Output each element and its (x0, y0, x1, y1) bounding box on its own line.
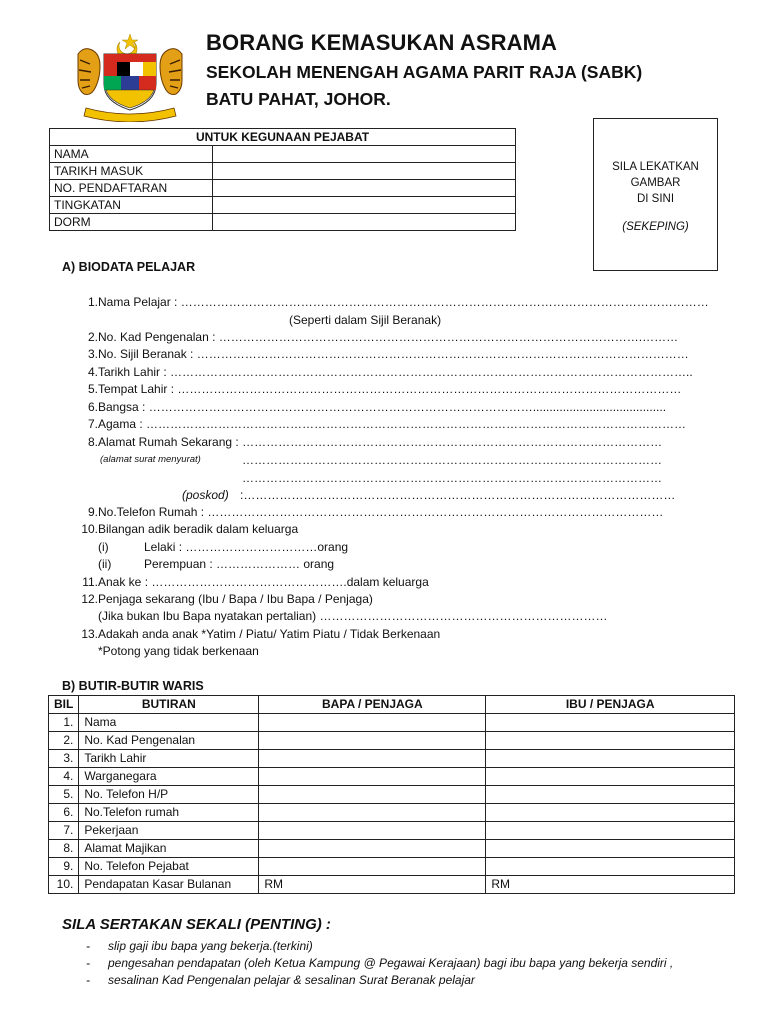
office-row-label: NAMA (50, 146, 213, 163)
row-label: Nama (79, 714, 259, 732)
attachment-text: slip gaji ibu bapa yang bekerja.(terkini) (108, 939, 313, 953)
row-label: No. Kad Pengenalan (79, 732, 259, 750)
row-label: Alamat Majikan (79, 840, 259, 858)
row-label: No. Telefon H/P (79, 786, 259, 804)
biodata-item[interactable] (62, 434, 662, 451)
table-header-row (49, 696, 735, 714)
table-row (49, 804, 735, 822)
bapa-cell[interactable] (259, 714, 486, 732)
row-label: Pendapatan Kasar Bulanan (79, 876, 259, 894)
item-text: Agama : ……………………………………………………………………………………………………………………… (98, 417, 687, 431)
item-text: *Potong yang tidak berkenaan (98, 644, 259, 658)
row-number: 4. (49, 768, 79, 786)
item-text: Adakah anda anak *Yatim / Piatu/ Yatim Piatu / Tidak Berkenaan (98, 627, 441, 641)
sub-item[interactable] (144, 556, 334, 573)
section-a-heading: A) BIODATA PELAJAR (62, 260, 196, 274)
item-number: 2. (87, 330, 98, 344)
attachment-item (86, 955, 673, 972)
item-text: Bangsa : ……………………………………………………………………………………........................................ (98, 400, 667, 414)
attachment-text: pengesahan pendapatan (oleh Ketua Kampung @ Pegawai Kerajaan) bagi ibu bapa yang bekerja sendiri , (108, 956, 674, 970)
biodata-item[interactable] (62, 294, 709, 311)
item-text: Perempuan : ………………… orang (144, 557, 335, 571)
column-header: BUTIRAN (79, 696, 259, 714)
photo-note: (SEKEPING) (622, 221, 689, 233)
ibu-cell[interactable] (486, 714, 735, 732)
bullet-dash: - (86, 973, 90, 987)
office-row-value[interactable] (213, 146, 516, 163)
sub-item[interactable] (144, 539, 348, 556)
row-label: No.Telefon rumah (79, 804, 259, 822)
column-header: IBU / PENJAGA (486, 696, 735, 714)
item-text: No. Kad Pengenalan : …………………………………………………………………………………………….……… (98, 330, 679, 344)
photo-line: GAMBAR (630, 177, 681, 189)
guardian-table (48, 695, 735, 894)
office-row-value[interactable] (213, 214, 516, 231)
item-text: Bilangan adik beradik dalam keluarga (98, 522, 299, 536)
biodata-item[interactable] (62, 381, 681, 398)
ibu-cell[interactable] (486, 840, 735, 858)
attachment-text: sesalinan Kad Pengenalan pelajar & sesalinan Surat Beranak pelajar (108, 973, 475, 987)
sub-item-marker (98, 539, 109, 556)
office-row-label: NO. PENDAFTARAN (50, 180, 213, 197)
item-number: 11. (82, 575, 98, 589)
biodata-item[interactable] (62, 329, 678, 346)
photo-box (593, 118, 718, 271)
address-line[interactable] (242, 470, 662, 487)
bapa-cell[interactable] (259, 732, 486, 750)
biodata-subline[interactable] (98, 608, 607, 625)
item-text: No. Sijil Beranak : …………………………………………………………………………………………………………… (98, 347, 689, 361)
bullet-dash: - (86, 939, 90, 953)
row-number: 6. (49, 804, 79, 822)
item-text: Lelaki : ……………………………orang (144, 540, 349, 554)
bapa-cell[interactable]: RM (259, 876, 486, 894)
bapa-cell[interactable] (259, 750, 486, 768)
bapa-cell[interactable] (259, 822, 486, 840)
bullet-dash: - (86, 956, 90, 970)
biodata-note (289, 312, 441, 329)
office-use-table (49, 128, 516, 231)
ibu-cell[interactable] (486, 732, 735, 750)
item-text: …………………………………………………………………………………………… (242, 453, 662, 467)
attachment-item (86, 938, 673, 955)
school-location: BATU PAHAT, JOHOR. (206, 89, 391, 109)
ibu-cell[interactable]: RM (486, 876, 735, 894)
item-number: 5. (87, 382, 98, 396)
biodata-item[interactable] (62, 364, 693, 381)
item-number: 7. (87, 417, 98, 431)
table-row (49, 786, 735, 804)
biodata-item (62, 591, 373, 608)
row-number: 1. (49, 714, 79, 732)
item-number: 3. (87, 347, 98, 361)
biodata-item (62, 626, 440, 643)
office-row-value[interactable] (213, 180, 516, 197)
form-title: BORANG KEMASUKAN ASRAMA (206, 30, 558, 55)
item-number: 1. (87, 295, 98, 309)
ibu-cell[interactable] (486, 804, 735, 822)
item-text: (ii) (98, 557, 112, 571)
ibu-cell[interactable] (486, 750, 735, 768)
bapa-cell[interactable] (259, 858, 486, 876)
item-text: (alamat surat menyurat) (100, 454, 201, 465)
item-text: (poskod) (182, 488, 229, 502)
biodata-item[interactable] (62, 574, 429, 591)
table-row (49, 732, 735, 750)
bapa-cell[interactable] (259, 840, 486, 858)
attachments-list (86, 938, 673, 989)
office-row-label: TARIKH MASUK (50, 163, 213, 180)
item-number: 13. (81, 627, 98, 641)
item-number: 9. (87, 505, 98, 519)
photo-line: SILA LEKATKAN (612, 161, 699, 173)
item-text: Tarikh Lahir : ………………………………………………………………………………………………………………….. (98, 365, 693, 379)
biodata-item[interactable] (62, 399, 666, 416)
postcode-label (182, 487, 229, 504)
office-row-value[interactable] (213, 197, 516, 214)
ibu-cell[interactable] (486, 786, 735, 804)
bapa-cell[interactable] (259, 786, 486, 804)
attachment-item (86, 972, 673, 989)
item-text: No.Telefon Rumah : …………………………………………………………………………………………………… (98, 505, 664, 519)
item-text: …………………………………………………………………………………………… (242, 471, 662, 485)
row-label: Pekerjaan (79, 822, 259, 840)
bapa-cell[interactable] (259, 804, 486, 822)
attachments-heading: SILA SERTAKAN SEKALI (PENTING) : (62, 916, 331, 933)
section-b-heading: B) BUTIR-BUTIR WARIS (62, 679, 204, 693)
table-row (49, 822, 735, 840)
item-text: (i) (98, 540, 109, 554)
table-row (49, 840, 735, 858)
item-number: 8. (87, 435, 98, 449)
row-number: 5. (49, 786, 79, 804)
row-number: 10. (49, 876, 79, 894)
column-header: BIL (49, 696, 79, 714)
address-line[interactable] (242, 452, 662, 469)
office-row-label: DORM (50, 214, 213, 231)
ibu-cell[interactable] (486, 858, 735, 876)
office-use-heading: UNTUK KEGUNAAN PEJABAT (50, 129, 516, 146)
row-label: No. Telefon Pejabat (79, 858, 259, 876)
row-label: Tarikh Lahir (79, 750, 259, 768)
item-text: Anak ke : ………………………………………….dalam keluarga (98, 575, 429, 589)
table-row (49, 858, 735, 876)
biodata-subline (98, 643, 259, 660)
table-row (49, 876, 735, 894)
row-number: 2. (49, 732, 79, 750)
biodata-item[interactable] (62, 416, 686, 433)
item-number: 4. (87, 365, 98, 379)
ibu-cell[interactable] (486, 822, 735, 840)
row-number: 9. (49, 858, 79, 876)
table-row (49, 714, 735, 732)
biodata-item[interactable] (62, 346, 689, 363)
office-row-value[interactable] (213, 163, 516, 180)
school-name: SEKOLAH MENENGAH AGAMA PARIT RAJA (SABK) (206, 62, 643, 82)
row-number: 3. (49, 750, 79, 768)
biodata-item[interactable] (62, 504, 663, 521)
sub-item-marker (98, 556, 111, 573)
item-text: Nama Pelajar : …………………………………………………………………………………………………………………… (98, 295, 709, 309)
item-number: 6. (87, 400, 98, 414)
item-number: 12. (81, 592, 98, 606)
item-number: 10. (81, 522, 98, 536)
row-number: 8. (49, 840, 79, 858)
table-row (49, 768, 735, 786)
item-text: Penjaga sekarang (Ibu / Bapa / Ibu Bapa / Penjaga) (98, 592, 373, 606)
row-number: 7. (49, 822, 79, 840)
column-header: BAPA / PENJAGA (259, 696, 486, 714)
photo-line: DI SINI (636, 193, 675, 205)
item-text: Tempat Lahir : ……………………………………………………………………………………………………………… (98, 382, 682, 396)
ibu-cell[interactable] (486, 768, 735, 786)
biodata-item (62, 521, 298, 538)
item-text: :……………………………………………………………………………………………… (240, 488, 676, 502)
bapa-cell[interactable] (259, 768, 486, 786)
office-row-label: TINGKATAN (50, 197, 213, 214)
item-text: (Jika bukan Ibu Bapa nyatakan pertalian) ……………………………………………………………… (98, 609, 608, 623)
row-label: Warganegara (79, 768, 259, 786)
item-text: (Seperti dalam Sijil Beranak) (289, 313, 442, 327)
item-text: Alamat Rumah Sekarang : …………………………………………………………………………………………… (98, 435, 663, 449)
table-row (49, 750, 735, 768)
postcode-line[interactable] (240, 487, 675, 504)
coat-of-arms-logo (70, 30, 190, 122)
address-hint (100, 451, 201, 468)
